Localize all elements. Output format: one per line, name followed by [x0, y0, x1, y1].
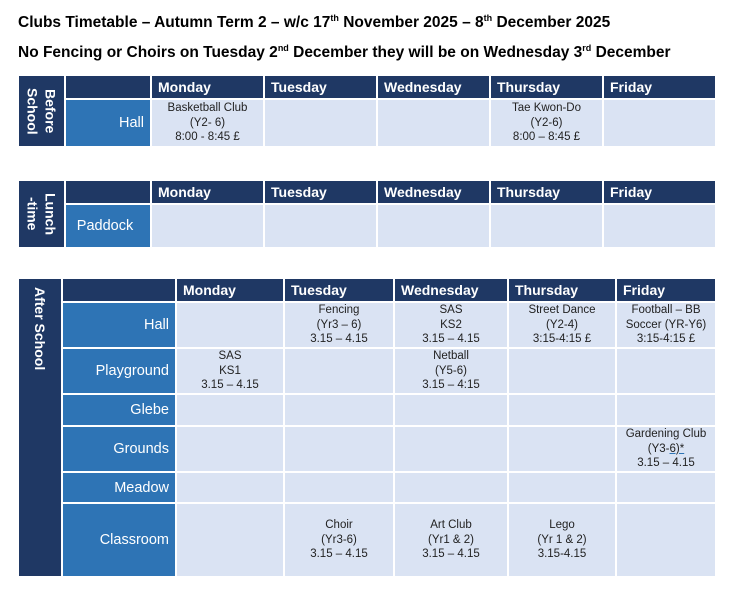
cell-lunch-wednesday: [377, 204, 490, 248]
title-1-sup-2: th: [483, 12, 493, 23]
title-2-part-a: No Fencing or Choirs on Tuesday 2: [18, 44, 278, 61]
activity-time: 3.15-4.15: [537, 548, 587, 561]
activity-name: Netball: [433, 350, 469, 363]
activity-time: 3.15 – 4.15: [422, 333, 480, 346]
cell-lunch-friday: [603, 204, 716, 248]
cell-playground-thursday: [508, 348, 616, 394]
title-2-part-b: December they will be on Wednesday 3: [288, 44, 583, 61]
day-header-friday: Friday: [616, 278, 716, 302]
title-1-part-b: November 2025 – 8: [338, 14, 484, 31]
cell-playground-wednesday: [394, 348, 508, 394]
cell-hall-wednesday: [394, 302, 508, 348]
activity-years: Soccer (YR-Y6): [625, 318, 707, 331]
day-header-monday: Monday: [151, 180, 264, 204]
title-1-part-c: December 2025: [492, 14, 611, 31]
after-school-table: [17, 277, 717, 578]
cell-glebe-wednesday: [394, 394, 508, 426]
location-grounds: Grounds: [62, 426, 176, 472]
title-1-part-a: Clubs Timetable – Autumn Term 2 – w/c 17: [18, 14, 331, 31]
cell-playground-tuesday: [284, 348, 394, 394]
activity-time: 3:15-4:15 £: [532, 333, 592, 346]
activity-years: [617, 442, 715, 457]
activity-years: KS1: [219, 364, 241, 377]
activity-name: Tae Kwon-Do: [511, 102, 582, 115]
location-glebe: Glebe: [62, 394, 176, 426]
cell-grounds-wednesday: [394, 426, 508, 472]
activity-years: (Yr3-6): [321, 533, 357, 546]
location-paddock: Paddock: [65, 204, 151, 248]
day-header-wednesday: Wednesday: [377, 75, 490, 99]
corner-cell: [62, 278, 176, 302]
cell-grounds-monday: [176, 426, 284, 472]
cell-hall-monday: [176, 302, 284, 348]
activity-name: Choir: [325, 519, 353, 532]
day-header-friday: Friday: [603, 180, 716, 204]
cell-lunch-thursday: [490, 204, 603, 248]
activity-name: Art Club: [430, 519, 472, 532]
activity-years-part-b: 6)*: [669, 442, 685, 455]
cell-glebe-friday: [616, 394, 716, 426]
cell-hall-tuesday: [284, 302, 394, 348]
cell-playground-friday: [616, 348, 716, 394]
day-header-wednesday: Wednesday: [394, 278, 508, 302]
activity-years: (Y5-6): [435, 364, 467, 377]
cell-meadow-monday: [176, 472, 284, 503]
title-2-part-c: December: [591, 44, 671, 61]
cell-lunch-tuesday: [264, 204, 377, 248]
cell-grounds-friday: [616, 426, 716, 472]
activity-time: 8:00 – 8:45 £: [512, 131, 581, 144]
cell-classroom-thursday: [508, 503, 616, 577]
title-1-sup-1: th: [330, 12, 339, 23]
cell-glebe-thursday: [508, 394, 616, 426]
activity-time: 3.15 – 4.15: [637, 457, 695, 470]
cell-meadow-thursday: [508, 472, 616, 503]
day-header-thursday: Thursday: [490, 75, 603, 99]
cell-before-friday: [603, 99, 716, 147]
cell-glebe-tuesday: [284, 394, 394, 426]
activity-time: 3.15 – 4.15: [310, 548, 368, 561]
cell-grounds-thursday: [508, 426, 616, 472]
day-header-thursday: Thursday: [508, 278, 616, 302]
cell-hall-friday: [616, 302, 716, 348]
activity-time: 3.15 – 4.15: [201, 379, 259, 392]
day-header-thursday: Thursday: [490, 180, 603, 204]
location-hall: Hall: [62, 302, 176, 348]
activity-years: (Yr3 – 6): [316, 318, 362, 331]
cell-before-monday: [151, 99, 264, 147]
activity-years: (Y2-6): [530, 116, 563, 129]
before-school-label: Before School: [18, 75, 65, 147]
day-header-tuesday: Tuesday: [264, 75, 377, 99]
activity-name: Fencing: [318, 304, 360, 317]
activity-time: 8:00 - 8:45 £: [175, 131, 240, 144]
lunchtime-label: Lunch -time: [18, 180, 65, 248]
activity-name: SAS: [218, 350, 242, 363]
cell-grounds-tuesday: [284, 426, 394, 472]
title-line-2: [18, 44, 671, 62]
activity-time: 3.15 – 4:15: [422, 379, 480, 392]
cell-glebe-monday: [176, 394, 284, 426]
cell-classroom-tuesday: [284, 503, 394, 577]
cell-classroom-monday: [176, 503, 284, 577]
activity-name: Basketball Club: [167, 102, 248, 115]
activity-time: 3.15 – 4.15: [422, 548, 480, 561]
corner-cell: [65, 180, 151, 204]
activity-name: SAS: [439, 304, 463, 317]
location-classroom: Classroom: [62, 503, 176, 577]
location-playground: Playground: [62, 348, 176, 394]
after-school-label: After School: [18, 278, 62, 577]
activity-years: (Yr1 & 2): [427, 533, 474, 546]
title-2-sup-1: nd: [277, 42, 289, 53]
activity-name: Street Dance: [528, 304, 596, 317]
cell-playground-monday: [176, 348, 284, 394]
day-header-tuesday: Tuesday: [284, 278, 394, 302]
activity-years: (Y2- 6): [189, 116, 226, 129]
cell-before-tuesday: [264, 99, 377, 147]
activity-years: (Y2-4): [546, 318, 578, 331]
location-hall: Hall: [65, 99, 151, 147]
activity-name: Football – BB: [631, 304, 701, 317]
cell-classroom-wednesday: [394, 503, 508, 577]
day-header-wednesday: Wednesday: [377, 180, 490, 204]
activity-years: (Yr 1 & 2): [537, 533, 587, 546]
before-school-table: [17, 74, 717, 148]
activity-time: 3:15-4:15 £: [636, 333, 696, 346]
cell-lunch-monday: [151, 204, 264, 248]
activity-time: 3.15 – 4.15: [310, 333, 368, 346]
cell-classroom-friday: [616, 503, 716, 577]
day-header-tuesday: Tuesday: [264, 180, 377, 204]
lunchtime-table: [17, 179, 717, 249]
day-header-monday: Monday: [151, 75, 264, 99]
activity-name: Gardening Club: [625, 428, 707, 441]
corner-cell: [65, 75, 151, 99]
activity-years: KS2: [440, 318, 462, 331]
cell-meadow-friday: [616, 472, 716, 503]
title-line-1: [18, 14, 610, 32]
day-header-monday: Monday: [176, 278, 284, 302]
activity-years-part-a: (Y3-: [647, 442, 670, 455]
cell-hall-thursday: [508, 302, 616, 348]
location-meadow: Meadow: [62, 472, 176, 503]
cell-before-wednesday: [377, 99, 490, 147]
cell-meadow-tuesday: [284, 472, 394, 503]
activity-name: Lego: [549, 519, 575, 532]
title-2-sup-2: rd: [582, 42, 592, 53]
cell-before-thursday: [490, 99, 603, 147]
day-header-friday: Friday: [603, 75, 716, 99]
cell-meadow-wednesday: [394, 472, 508, 503]
